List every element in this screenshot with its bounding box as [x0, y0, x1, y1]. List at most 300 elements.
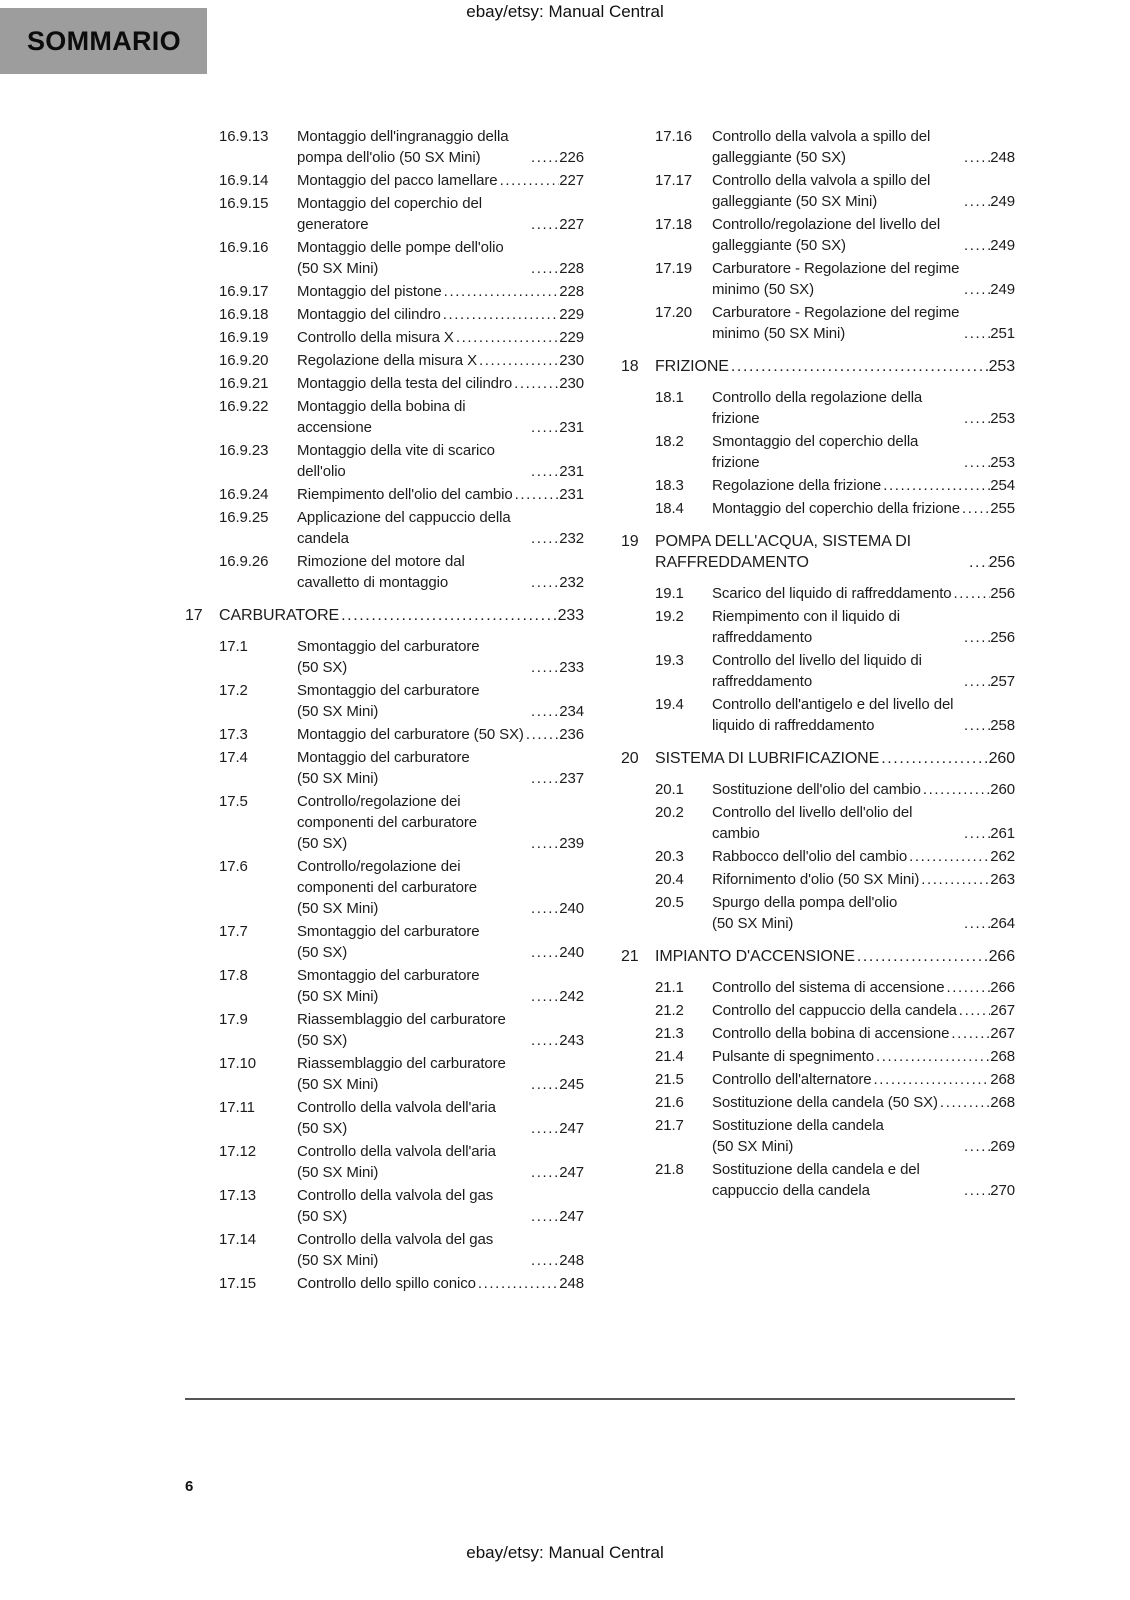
toc-entry-title: Spurgo della pompa dell'olio (50 SX Mini) [712, 894, 898, 932]
toc-entry-number: 16.9.17 [219, 283, 269, 300]
toc-entry-number: 16.9.26 [219, 553, 269, 570]
toc-chapter-entry [185, 605, 584, 626]
toc-leader-dots [524, 724, 559, 745]
toc-entry [185, 350, 584, 371]
toc-entry-page: 237 [559, 770, 584, 787]
toc-leader-dots [498, 170, 560, 191]
toc-column-left [185, 126, 584, 1296]
toc-entry-title: Montaggio del coperchio della frizione [712, 500, 961, 517]
toc-entry-page: 236 [559, 726, 584, 743]
toc-leader-dots [962, 452, 990, 473]
toc-entry-page: 226 [559, 149, 584, 166]
toc-leader-dots [962, 913, 990, 934]
toc-entry-title: Montaggio della bobina di accensione [297, 398, 466, 436]
toc-entry-number: 17 [185, 607, 203, 624]
toc-entry-number: 18.2 [655, 433, 684, 450]
toc-entry-title: Smontaggio del carburatore (50 SX) [297, 638, 480, 676]
toc-entry-title: Montaggio del pistone [297, 283, 442, 300]
toc-entry-page: 232 [559, 530, 584, 547]
toc-entry-page: 248 [559, 1275, 584, 1292]
toc-entry-page: 242 [559, 988, 584, 1005]
toc-entry-number: 17.16 [655, 128, 693, 145]
toc-entry-title: Riempimento con il liquido di raffreddamento [712, 608, 901, 646]
toc-leader-dots [944, 977, 990, 998]
toc-entry-title: Controllo della valvola a spillo del galleggiante (50 SX Mini) [712, 172, 931, 210]
toc-entry-number: 18 [621, 358, 639, 375]
toc-entry-page: 266 [988, 948, 1015, 965]
toc-entry-number: 21.3 [655, 1025, 684, 1042]
toc-entry [185, 281, 584, 302]
toc-entry [185, 724, 584, 745]
toc-entry-number: 17.5 [219, 793, 248, 810]
toc-entry-number: 16.9.18 [219, 306, 269, 323]
toc-leader-dots [962, 627, 990, 648]
toc-leader-dots [967, 552, 989, 573]
toc-entry-number: 16.9.21 [219, 375, 269, 392]
toc-leader-dots [921, 779, 990, 800]
toc-entry-page: 228 [559, 283, 584, 300]
toc-entry [185, 921, 584, 963]
toc-entry-page: 267 [990, 1025, 1015, 1042]
toc-leader-dots [529, 417, 559, 438]
toc-entry [185, 1053, 584, 1095]
toc-entry [185, 396, 584, 438]
toc-entry [185, 551, 584, 593]
toc-entry-title: Carburatore - Regolazione del regime minimo (50 SX) [712, 260, 960, 298]
toc-entry-title: SISTEMA DI LUBRIFICAZIONE [655, 750, 880, 767]
toc-entry [185, 484, 584, 505]
toc-entry-number: 17.17 [655, 172, 693, 189]
toc-entry-number: 16.9.14 [219, 172, 269, 189]
toc-entry-page: 268 [990, 1094, 1015, 1111]
toc-entry-title: Riempimento dell'olio del cambio [297, 486, 513, 503]
toc-leader-dots [529, 701, 559, 722]
toc-leader-dots [872, 1069, 991, 1090]
toc-entry-page: 249 [990, 193, 1015, 210]
toc-leader-dots [919, 869, 990, 890]
toc-entry-page: 230 [559, 352, 584, 369]
toc-entry-number: 20 [621, 750, 639, 767]
toc-entry [185, 193, 584, 235]
toc-entry-title: POMPA DELL'ACQUA, SISTEMA DI RAFFREDDAMENTO [655, 533, 912, 571]
toc-entry-page: 239 [559, 835, 584, 852]
toc-entry [185, 440, 584, 482]
toc-entry [185, 327, 584, 348]
toc-entry-title: Smontaggio del coperchio della frizione [712, 433, 919, 471]
toc-chapter-entry [621, 356, 1015, 377]
toc-entry-title: Controllo della valvola dell'aria (50 SX Mini) [297, 1143, 496, 1181]
toc-entry-page: 256 [988, 554, 1015, 571]
toc-leader-dots [477, 350, 559, 371]
toc-entry [185, 1009, 584, 1051]
toc-entry [185, 747, 584, 789]
toc-entry [185, 680, 584, 722]
toc-entry-title: Smontaggio del carburatore (50 SX Mini) [297, 967, 480, 1005]
toc-entry-title: Controllo dell'antigelo e del livello del liquido di raffreddamento [712, 696, 954, 734]
toc-entry-title: Smontaggio del carburatore (50 SX) [297, 923, 480, 961]
table-of-contents [185, 126, 1015, 1296]
toc-entry-number: 17.7 [219, 923, 248, 940]
toc-entry-title: Montaggio del coperchio del generatore [297, 195, 482, 233]
toc-entry-page: 263 [990, 871, 1015, 888]
toc-entry-page: 255 [990, 500, 1015, 517]
toc-entry-title: Scarico del liquido di raffreddamento [712, 585, 952, 602]
toc-entry-number: 16.9.13 [219, 128, 269, 145]
toc-leader-dots [962, 715, 990, 736]
toc-entry-title: FRIZIONE [655, 358, 729, 375]
toc-entry-page: 268 [990, 1071, 1015, 1088]
footer-rule [185, 1398, 1015, 1400]
toc-entry-number: 19.4 [655, 696, 684, 713]
toc-entry-page: 256 [990, 629, 1015, 646]
toc-leader-dots [529, 898, 559, 919]
toc-entry [185, 856, 584, 919]
toc-entry-title: Sostituzione della candela (50 SX) [712, 1094, 938, 1111]
toc-entry-title: Controllo della valvola del gas (50 SX Mini) [297, 1231, 494, 1269]
toc-entry [185, 170, 584, 191]
toc-entry-number: 17.18 [655, 216, 693, 233]
toc-leader-dots [529, 1206, 559, 1227]
toc-entry-page: 234 [559, 703, 584, 720]
toc-leader-dots [529, 833, 559, 854]
toc-entry-title: Montaggio del carburatore (50 SX Mini) [297, 749, 470, 787]
toc-entry-page: 240 [559, 944, 584, 961]
toc-entry-page: 247 [559, 1208, 584, 1225]
toc-entry-title: Montaggio delle pompe dell'olio (50 SX Mini) [297, 239, 504, 277]
toc-entry [185, 237, 584, 279]
toc-entry-number: 20.1 [655, 781, 684, 798]
toc-entry [621, 1046, 1015, 1067]
footer-doc-title: ebay/etsy: Manual Central [466, 1543, 664, 1562]
toc-entry [621, 498, 1015, 519]
toc-entry-page: 262 [990, 848, 1015, 865]
toc-leader-dots [529, 1074, 559, 1095]
toc-leader-dots [529, 147, 559, 168]
toc-entry-page: 270 [990, 1182, 1015, 1199]
toc-leader-dots [907, 846, 990, 867]
toc-entry-title: Controllo del sistema di accensione [712, 979, 945, 996]
toc-entry-page: 245 [559, 1076, 584, 1093]
toc-entry [621, 606, 1015, 648]
toc-entry-title: Controllo del livello dell'olio del cambio [712, 804, 913, 842]
toc-entry [621, 1092, 1015, 1113]
toc-entry [621, 892, 1015, 934]
toc-entry-page: 247 [559, 1120, 584, 1137]
toc-entry-page: 261 [990, 825, 1015, 842]
toc-entry-title: Sostituzione della candela e del cappuccio della candela [712, 1161, 920, 1199]
toc-entry [621, 650, 1015, 692]
toc-entry-number: 21.8 [655, 1161, 684, 1178]
toc-entry-title: Rifornimento d'olio (50 SX Mini) [712, 871, 920, 888]
toc-entry-title: Montaggio dell'ingranaggio della pompa dell'olio (50 SX Mini) [297, 128, 509, 166]
toc-leader-dots [957, 1000, 990, 1021]
toc-entry-number: 17.12 [219, 1143, 257, 1160]
toc-entry-number: 17.6 [219, 858, 248, 875]
toc-entry-number: 18.4 [655, 500, 684, 517]
toc-entry-number: 21.2 [655, 1002, 684, 1019]
toc-entry-page: 257 [990, 673, 1015, 690]
toc-entry-page: 247 [559, 1164, 584, 1181]
toc-entry [621, 214, 1015, 256]
toc-leader-dots [729, 356, 989, 377]
toc-entry-page: 229 [559, 329, 584, 346]
toc-entry [621, 387, 1015, 429]
toc-leader-dots [874, 1046, 990, 1067]
toc-entry-page: 243 [559, 1032, 584, 1049]
toc-entry [185, 373, 584, 394]
toc-entry-page: 258 [990, 717, 1015, 734]
sommario-box [0, 8, 207, 74]
toc-entry-title: Controllo della regolazione della frizione [712, 389, 923, 427]
toc-leader-dots [339, 605, 557, 626]
toc-entry-number: 21.4 [655, 1048, 684, 1065]
toc-entry-title: Montaggio della testa del cilindro [297, 375, 513, 392]
toc-entry-title: Carburatore - Regolazione del regime minimo (50 SX Mini) [712, 304, 960, 342]
toc-entry-number: 20.4 [655, 871, 684, 888]
toc-entry-page: 249 [990, 237, 1015, 254]
toc-entry [621, 802, 1015, 844]
toc-entry-page: 248 [559, 1252, 584, 1269]
toc-entry-title: Riassemblaggio del carburatore (50 SX Mini) [297, 1055, 506, 1093]
toc-entry-title: Controllo della valvola del gas (50 SX) [297, 1187, 494, 1225]
toc-entry-title: Sostituzione della candela (50 SX Mini) [712, 1117, 884, 1155]
toc-leader-dots [962, 279, 990, 300]
toc-entry [621, 977, 1015, 998]
toc-column-right [621, 126, 1015, 1296]
toc-entry [621, 475, 1015, 496]
toc-entry-number: 17.3 [219, 726, 248, 743]
toc-entry-number: 17.20 [655, 304, 693, 321]
toc-entry [621, 302, 1015, 344]
toc-entry-page: 230 [559, 375, 584, 392]
toc-leader-dots [529, 1250, 559, 1271]
toc-leader-dots [962, 1180, 990, 1201]
toc-entry-number: 19 [621, 533, 639, 550]
toc-entry-number: 17.8 [219, 967, 248, 984]
toc-entry-title: Riassemblaggio del carburatore (50 SX) [297, 1011, 506, 1049]
toc-entry-page: 253 [990, 454, 1015, 471]
toc-entry [185, 507, 584, 549]
toc-entry [621, 583, 1015, 604]
toc-entry [621, 779, 1015, 800]
toc-entry-page: 260 [988, 750, 1015, 767]
toc-entry [621, 1000, 1015, 1021]
toc-leader-dots [529, 768, 559, 789]
toc-entry [185, 304, 584, 325]
toc-entry-number: 16.9.16 [219, 239, 269, 256]
toc-entry-title: Controllo del cappuccio della candela [712, 1002, 957, 1019]
toc-entry-number: 16.9.23 [219, 442, 269, 459]
toc-entry-page: 248 [990, 149, 1015, 166]
toc-leader-dots [529, 986, 559, 1007]
toc-leader-dots [529, 461, 559, 482]
toc-entry [621, 1069, 1015, 1090]
toc-leader-dots [949, 1023, 990, 1044]
toc-leader-dots [879, 748, 988, 769]
toc-entry-number: 17.2 [219, 682, 248, 699]
toc-entry-number: 18.3 [655, 477, 684, 494]
toc-leader-dots [952, 583, 991, 604]
toc-entry [621, 126, 1015, 168]
toc-leader-dots [529, 258, 559, 279]
toc-entry-number: 19.1 [655, 585, 684, 602]
toc-entry [185, 1141, 584, 1183]
toc-entry-title: Sostituzione dell'olio del cambio [712, 781, 921, 798]
toc-entry-page: 256 [990, 585, 1015, 602]
toc-entry-title: Smontaggio del carburatore (50 SX Mini) [297, 682, 480, 720]
toc-entry-number: 16.9.22 [219, 398, 269, 415]
toc-entry-page: 227 [559, 172, 584, 189]
toc-entry-title: Applicazione del cappuccio della candela [297, 509, 511, 547]
toc-leader-dots [962, 323, 990, 344]
toc-entry-page: 228 [559, 260, 584, 277]
toc-entry-page: 253 [990, 410, 1015, 427]
toc-leader-dots [938, 1092, 990, 1113]
toc-entry [621, 869, 1015, 890]
toc-entry-title: Montaggio della vite di scarico dell'olio [297, 442, 495, 480]
toc-entry-page: 253 [988, 358, 1015, 375]
toc-entry [185, 791, 584, 854]
toc-leader-dots [962, 1136, 990, 1157]
toc-entry-number: 17.1 [219, 638, 248, 655]
toc-entry-title: Controllo/regolazione del livello del galleggiante (50 SX) [712, 216, 941, 254]
toc-entry [621, 1023, 1015, 1044]
toc-entry-title: Controllo del livello del liquido di raffreddamento [712, 652, 922, 690]
toc-entry-page: 264 [990, 915, 1015, 932]
toc-entry-number: 19.3 [655, 652, 684, 669]
toc-leader-dots [513, 484, 560, 505]
toc-leader-dots [962, 408, 990, 429]
toc-entry [185, 636, 584, 678]
header-doc-title: ebay/etsy: Manual Central [466, 2, 664, 21]
toc-entry-page: 231 [559, 419, 584, 436]
toc-entry-title: Controllo della valvola a spillo del galleggiante (50 SX) [712, 128, 931, 166]
toc-entry [185, 965, 584, 1007]
toc-leader-dots [962, 671, 990, 692]
toc-entry-title: CARBURATORE [219, 607, 340, 624]
toc-entry-title: Controllo/regolazione dei componenti del carburatore (50 SX Mini) [297, 858, 478, 917]
toc-leader-dots [962, 235, 990, 256]
page-title: SOMMARIO [27, 25, 181, 56]
toc-entry-number: 16.9.15 [219, 195, 269, 212]
toc-entry-page: 254 [990, 477, 1015, 494]
toc-entry [185, 1185, 584, 1227]
toc-entry-page: 260 [990, 781, 1015, 798]
toc-entry-title: Rabbocco dell'olio del cambio [712, 848, 908, 865]
toc-entry-title: Controllo della misura X [297, 329, 454, 346]
toc-leader-dots [529, 1118, 559, 1139]
toc-entry-page: 233 [557, 607, 584, 624]
toc-entry-number: 17.10 [219, 1055, 257, 1072]
toc-entry [621, 170, 1015, 212]
toc-entry-page: 266 [990, 979, 1015, 996]
toc-entry-title: Controllo della valvola dell'aria (50 SX) [297, 1099, 496, 1137]
toc-entry-title: Regolazione della misura X [297, 352, 478, 369]
toc-leader-dots [962, 147, 990, 168]
toc-entry-title: Regolazione della frizione [712, 477, 882, 494]
toc-chapter-entry [621, 748, 1015, 769]
toc-entry-number: 21.6 [655, 1094, 684, 1111]
toc-entry-number: 17.11 [219, 1099, 255, 1116]
toc-entry-number: 21.5 [655, 1071, 684, 1088]
toc-entry-number: 18.1 [655, 389, 684, 406]
toc-leader-dots [529, 572, 559, 593]
toc-entry-title: Rimozione del motore dal cavalletto di montaggio [297, 553, 465, 591]
toc-entry [185, 126, 584, 168]
toc-leader-dots [441, 304, 560, 325]
toc-entry-page: 249 [990, 281, 1015, 298]
toc-entry [621, 431, 1015, 473]
toc-entry-number: 16.9.24 [219, 486, 269, 503]
toc-entry-page: 231 [559, 463, 584, 480]
toc-entry-page: 251 [990, 325, 1015, 342]
toc-entry-number: 21 [621, 948, 639, 965]
toc-leader-dots [476, 1273, 559, 1294]
toc-entry [621, 846, 1015, 867]
toc-entry-page: 232 [559, 574, 584, 591]
toc-entry-page: 229 [559, 306, 584, 323]
toc-leader-dots [529, 657, 559, 678]
toc-entry-number: 16.9.20 [219, 352, 269, 369]
toc-leader-dots [529, 1030, 559, 1051]
toc-entry-page: 269 [990, 1138, 1015, 1155]
toc-chapter-entry [621, 946, 1015, 967]
toc-entry-number: 20.3 [655, 848, 684, 865]
toc-leader-dots [454, 327, 559, 348]
toc-entry [621, 1159, 1015, 1201]
toc-entry-number: 16.9.25 [219, 509, 269, 526]
toc-entry-number: 16.9.19 [219, 329, 269, 346]
toc-entry [185, 1273, 584, 1294]
toc-entry-title: Montaggio del carburatore (50 SX) [297, 726, 524, 743]
toc-entry-title: Montaggio del pacco lamellare [297, 172, 498, 189]
toc-entry-number: 20.5 [655, 894, 684, 911]
toc-entry-title: Controllo dello spillo conico [297, 1275, 476, 1292]
toc-entry [185, 1229, 584, 1271]
toc-leader-dots [529, 214, 559, 235]
toc-leader-dots [855, 946, 989, 967]
toc-entry [621, 258, 1015, 300]
toc-entry-number: 17.4 [219, 749, 248, 766]
toc-entry-page: 231 [559, 486, 584, 503]
toc-entry-number: 17.19 [655, 260, 693, 277]
toc-entry-number: 21.7 [655, 1117, 684, 1134]
toc-entry-page: 227 [559, 216, 584, 233]
toc-entry-page: 268 [990, 1048, 1015, 1065]
toc-leader-dots [962, 823, 990, 844]
toc-leader-dots [529, 528, 559, 549]
toc-entry-title: Controllo della bobina di accensione [712, 1025, 950, 1042]
toc-entry-number: 20.2 [655, 804, 684, 821]
toc-leader-dots [962, 191, 990, 212]
toc-entry-title: IMPIANTO D'ACCENSIONE [655, 948, 855, 965]
toc-chapter-entry [621, 531, 1015, 573]
toc-entry [621, 1115, 1015, 1157]
toc-entry-title: Montaggio del cilindro [297, 306, 441, 323]
toc-leader-dots [529, 942, 559, 963]
toc-entry-title: Controllo/regolazione dei componenti del carburatore (50 SX) [297, 793, 478, 852]
toc-leader-dots [512, 373, 559, 394]
toc-entry [185, 1097, 584, 1139]
toc-entry-number: 19.2 [655, 608, 684, 625]
toc-leader-dots [960, 498, 990, 519]
toc-entry-page: 267 [990, 1002, 1015, 1019]
toc-entry [621, 694, 1015, 736]
toc-leader-dots [529, 1162, 559, 1183]
toc-entry-number: 21.1 [655, 979, 684, 996]
toc-entry-page: 240 [559, 900, 584, 917]
toc-entry-number: 17.14 [219, 1231, 257, 1248]
